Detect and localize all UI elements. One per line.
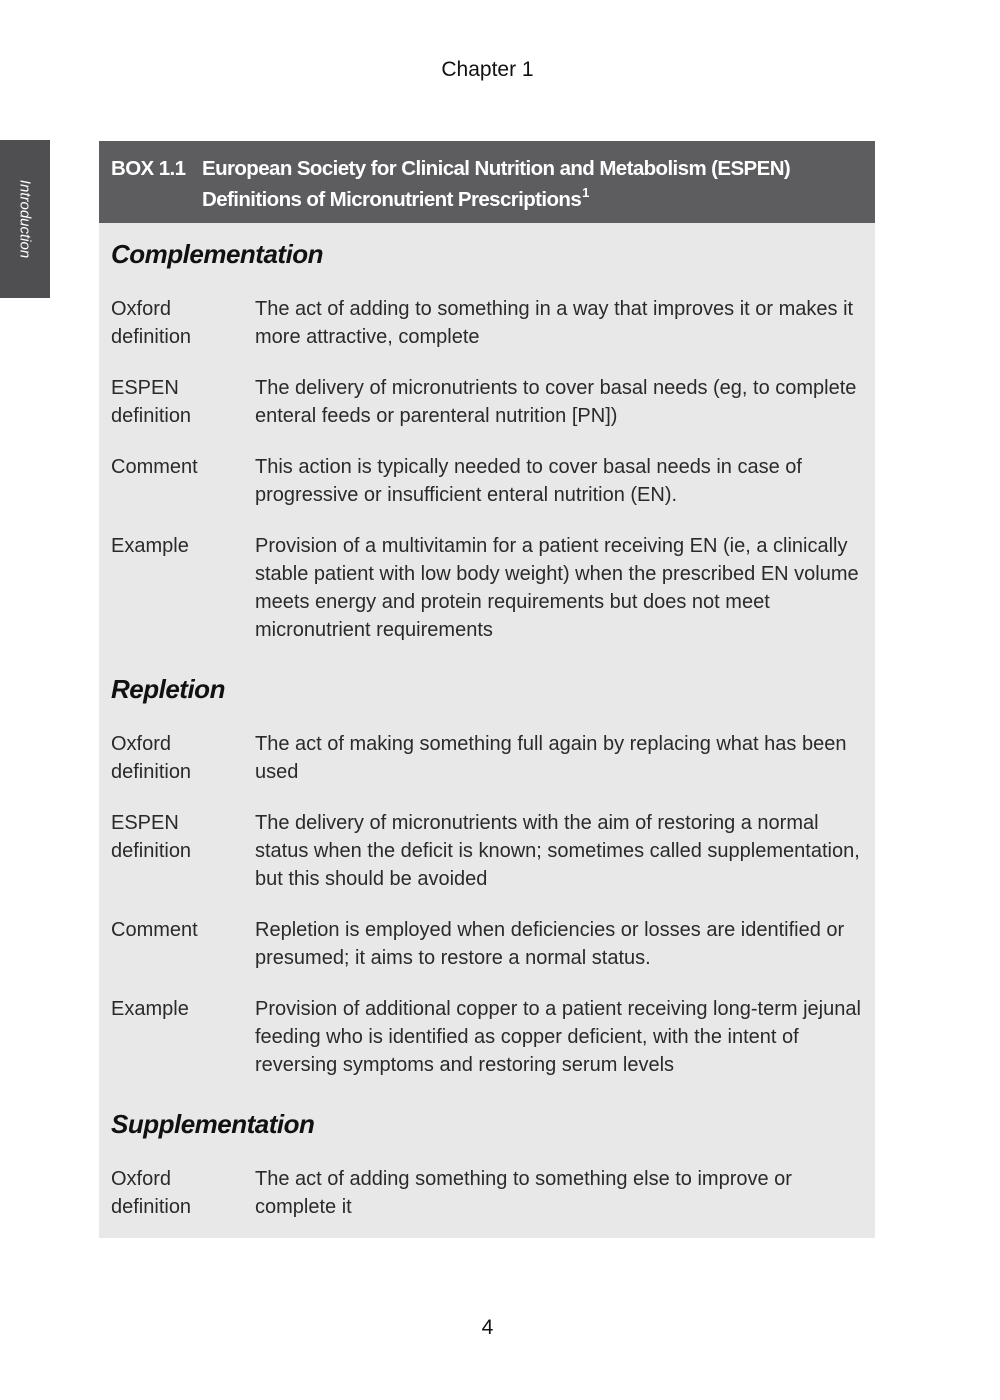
chapter-header: Chapter 1 <box>441 58 534 81</box>
box-reference: 1 <box>582 185 589 200</box>
definition-text: This action is typically needed to cover basal needs in case of progressive or insufficient enteral nutrition (EN). <box>255 456 802 506</box>
definition-row <box>111 730 865 786</box>
definition-text: Provision of a multivitamin for a patient receiving EN (ie, a clinically stable patient with low body weight) when the prescribed EN volume meets energy and protein requirements but does not meet micronutrient requirements <box>255 535 859 641</box>
definition-term: ESPEN definition <box>111 377 192 427</box>
definition-term: Oxford definition <box>111 1168 192 1218</box>
definition-row <box>111 453 865 509</box>
definition-term: Example <box>111 998 189 1020</box>
definition-row <box>111 1165 865 1221</box>
section-side-tab <box>0 140 50 298</box>
section-repletion <box>99 667 875 1079</box>
definition-text: The delivery of micronutrients with the aim of restoring a normal status when the deficit is known; sometimes called supplementation, but this should be avoided <box>255 812 860 890</box>
definition-text: Provision of additional copper to a patient receiving long-term jejunal feeding who is identified as copper deficient, with the intent of reversing symptoms and restoring serum levels <box>255 998 861 1076</box>
section-title: Repletion <box>111 674 225 704</box>
definition-text: The act of adding to something in a way that improves it or makes it more attractive, complete <box>255 298 854 348</box>
section-title: Complementation <box>111 239 324 269</box>
definition-term: ESPEN definition <box>111 812 192 862</box>
side-tab-label: Introduction <box>16 179 34 259</box>
definition-term: Oxford definition <box>111 298 192 348</box>
definition-text: Repletion is employed when deficiencies or losses are identified or presumed; it aims to restore a normal status. <box>255 919 845 969</box>
definition-term: Comment <box>111 919 198 941</box>
definition-row <box>111 995 865 1079</box>
section-complementation <box>99 232 875 644</box>
box-label: BOX 1.1 <box>111 157 186 180</box>
box-title: European Society for Clinical Nutrition and Metabolism (ESPEN) Definitions of Micronutrient Prescriptions <box>202 157 791 211</box>
section-supplementation <box>99 1102 875 1221</box>
definition-row <box>111 809 865 893</box>
box-header <box>99 141 875 223</box>
definition-row <box>111 374 865 430</box>
definition-box <box>99 141 875 1238</box>
definition-term: Oxford definition <box>111 733 192 783</box>
page-number: 4 <box>481 1316 494 1339</box>
box-title-wrap <box>202 153 863 215</box>
definition-row <box>111 532 865 644</box>
definition-text: The delivery of micronutrients to cover basal needs (eg, to complete enteral feeds or parenteral nutrition [PN]) <box>255 377 857 427</box>
definition-row <box>111 295 865 351</box>
definition-text: The act of making something full again by replacing what has been used <box>255 733 847 783</box>
section-title: Supplementation <box>111 1109 315 1139</box>
definition-row <box>111 916 865 972</box>
definition-term: Example <box>111 535 189 557</box>
definition-text: The act of adding something to something else to improve or complete it <box>255 1168 792 1218</box>
definition-term: Comment <box>111 456 198 478</box>
